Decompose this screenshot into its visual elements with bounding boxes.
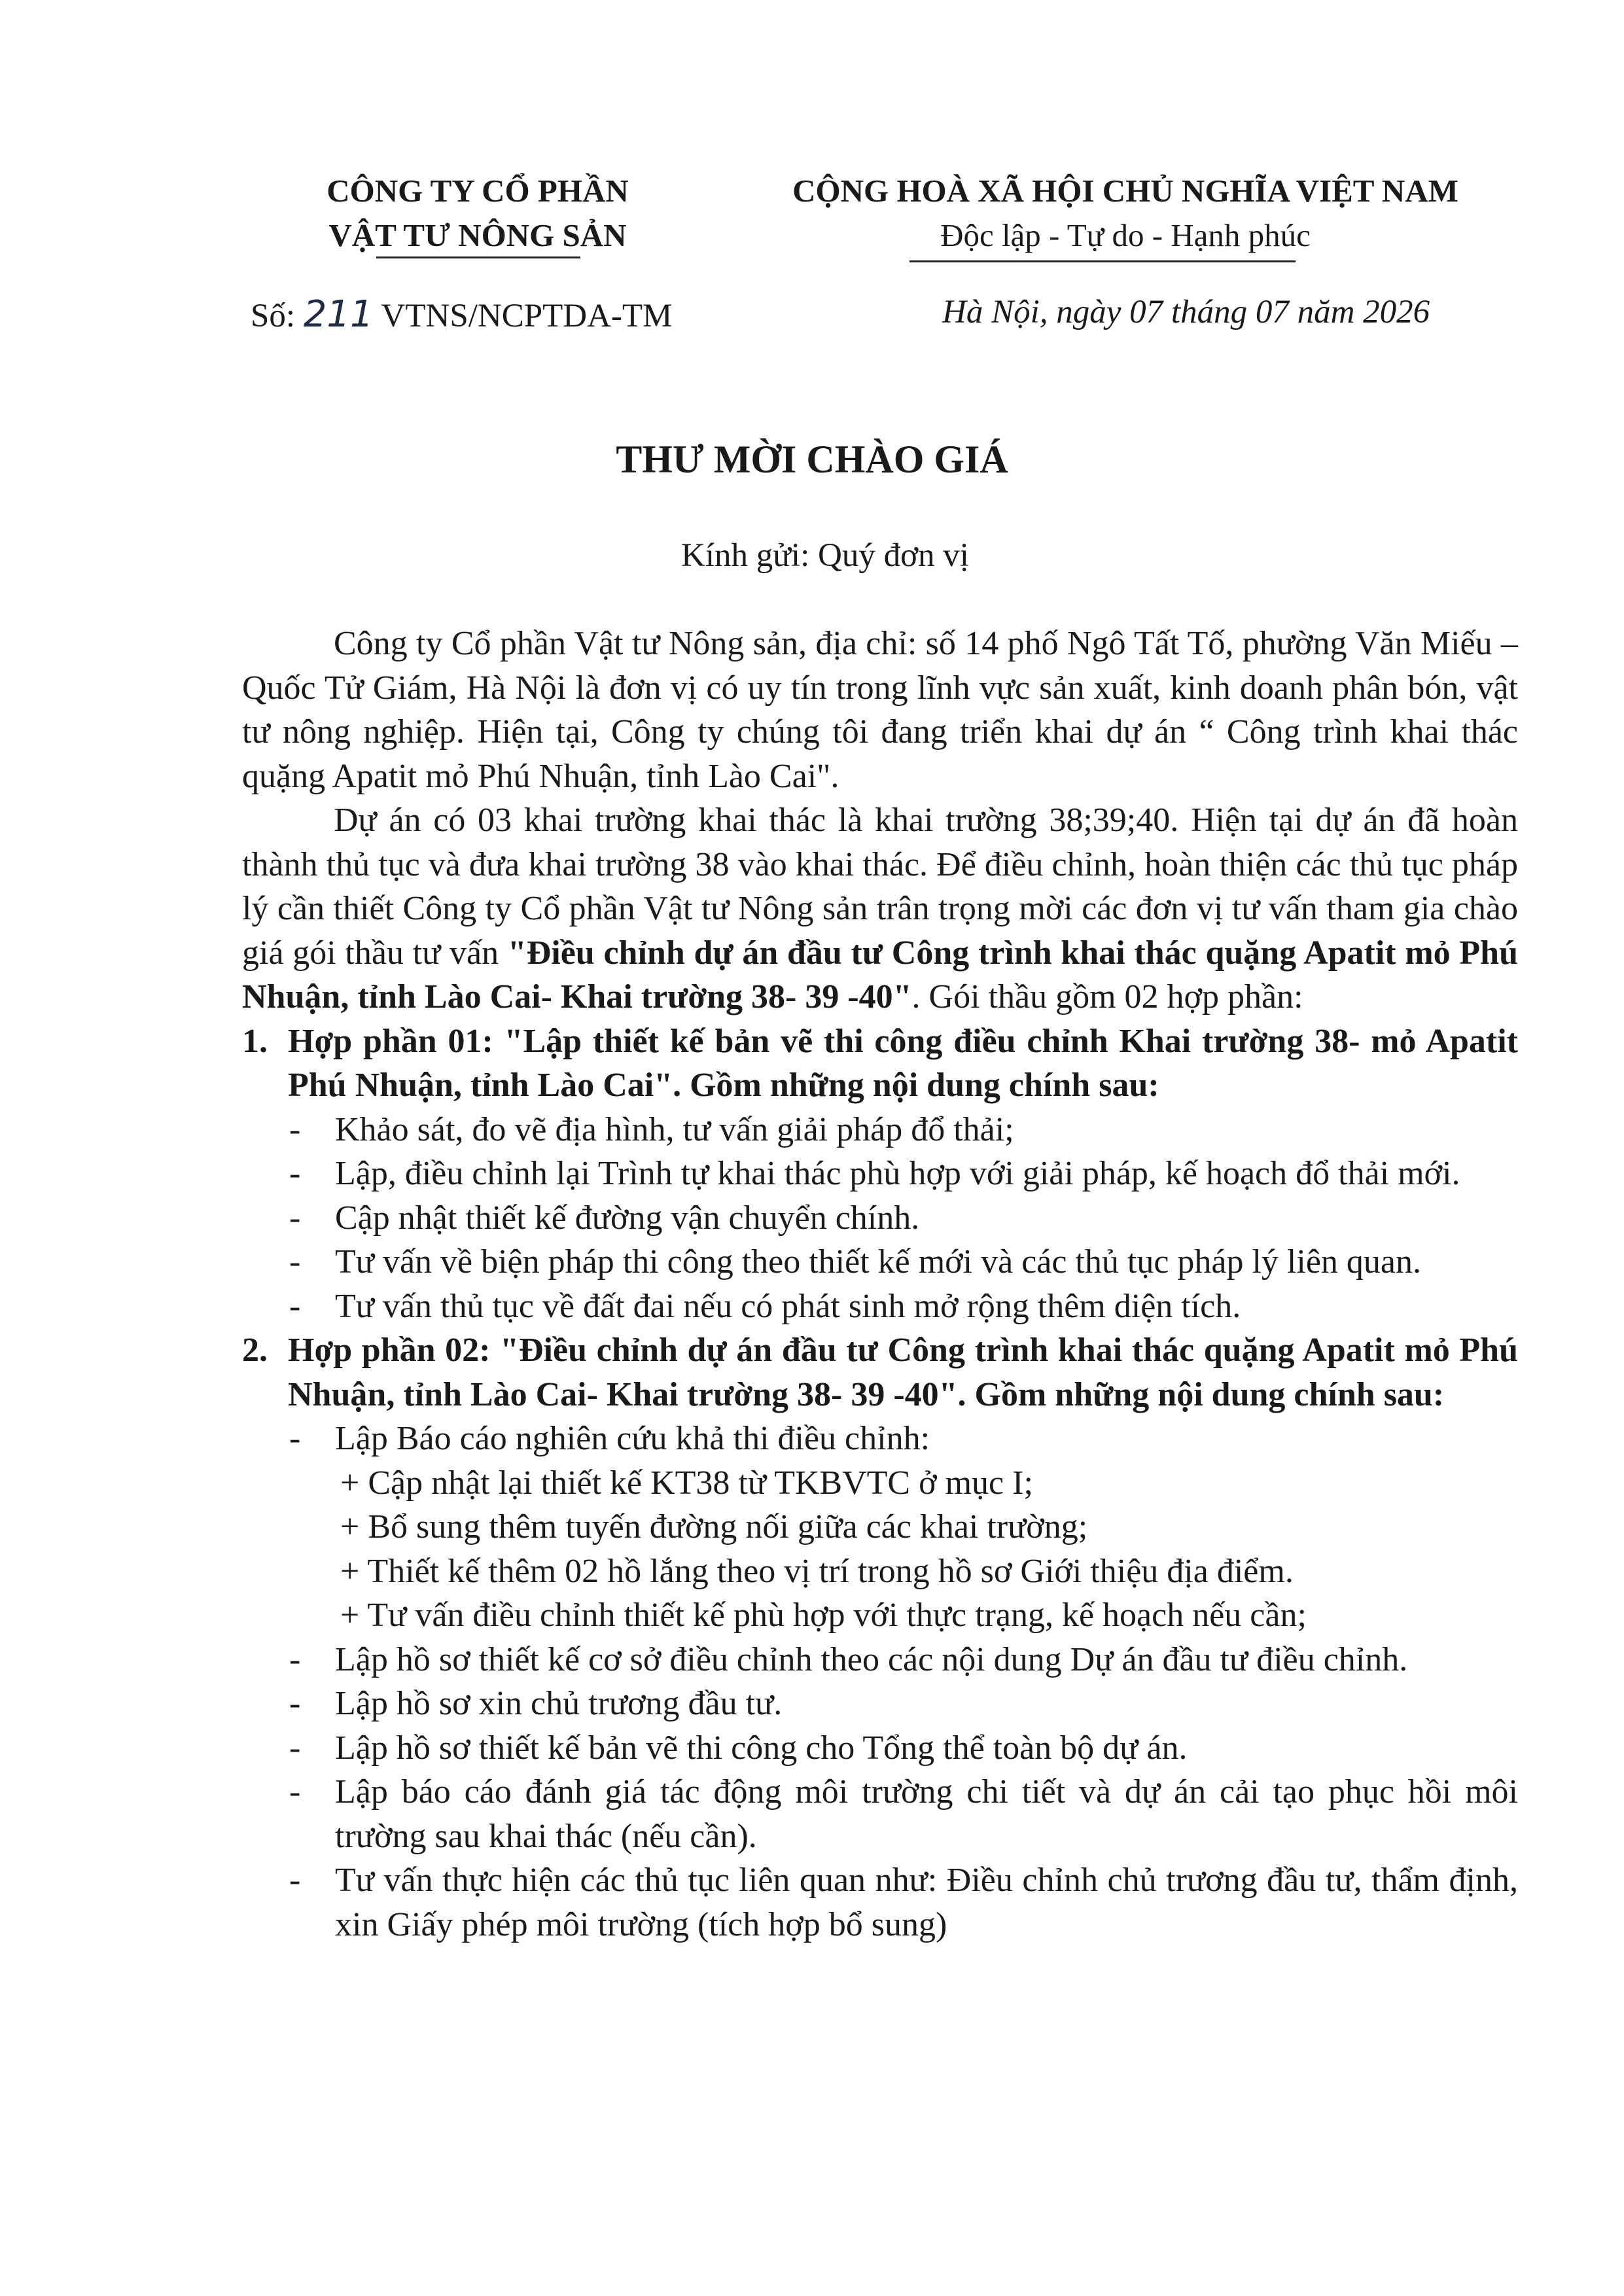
letter-body bbox=[242, 622, 1518, 1947]
page-title: THƯ MỜI CHÀO GIÁ bbox=[616, 438, 1008, 481]
salutation: Kính gửi: Quý đơn vị bbox=[681, 537, 969, 574]
package-name: "Điều chỉnh dự án đầu tư Công trình khai thác quặng Apatit mỏ Phú Nhuận, tỉnh Lào Cai- Khai trường 38- 39 -40" bbox=[242, 934, 1519, 1016]
sub-list-item: + Cập nhật lại thiết kế KT38 từ TKBVTC ở mục I; bbox=[340, 1464, 1033, 1502]
list-item: - Tư vấn thủ tục về đất đai nếu có phát sinh mở rộng thêm diện tích. bbox=[289, 1287, 1241, 1325]
list-item: - Cập nhật thiết kế đường vận chuyển chính. bbox=[289, 1199, 920, 1237]
list-item: - Lập Báo cáo nghiên cứu khả thi điều chỉnh: bbox=[289, 1420, 930, 1457]
section-number: 1. bbox=[242, 1022, 268, 1060]
section-title: Hợp phần 02: "Điều chỉnh dự án đầu tư Công trình khai thác quặng Apatit mỏ Phú Nhuận, tỉnh Lào Cai- Khai trường 38- 39 -40". Gồm những nội dung chính sau: bbox=[288, 1332, 1518, 1413]
list-item: - Lập hồ sơ xin chủ trương đầu tư. bbox=[289, 1685, 783, 1722]
issuer-block bbox=[236, 169, 720, 258]
list-item: - Tư vấn về biện pháp thi công theo thiết kế mới và các thủ tục pháp lý liên quan. bbox=[289, 1243, 1421, 1280]
country-name: CỘNG HOÀ XÃ HỘI CHỦ NGHĨA VIỆT NAM bbox=[792, 173, 1458, 209]
list-item: - Lập, điều chỉnh lại Trình tự khai thác phù hợp với giải pháp, kế hoạch đổ thải mới. bbox=[289, 1155, 1460, 1192]
issuer-underline bbox=[376, 256, 580, 258]
invitation-text: Dự án có 03 khai trường khai thác là khai trường 38;39;40. Hiện tại dự án đã hoàn thành thủ tục và đưa khai trường 38 vào khai thác. Để điều chỉnh, hoàn thiện các thủ tục pháp lý cần thiết Công ty Cổ phần Vật tư Nông sản trân trọng mời các đơn vị tư vấn tham gia chào giá gói thầu tư vấn bbox=[242, 802, 1518, 972]
section-1-heading bbox=[242, 1019, 1518, 1108]
country-motto: Độc lập - Tự do - Hạnh phúc bbox=[940, 217, 1311, 253]
sub-list-item: + Bổ sung thêm tuyến đường nối giữa các khai trường; bbox=[340, 1508, 1088, 1545]
section-title: Hợp phần 01: "Lập thiết kế bản vẽ thi công điều chỉnh Khai trường 38- mỏ Apatit Phú Nhuận, tỉnh Lào Cai". Gồm những nội dung chính sau: bbox=[288, 1022, 1518, 1104]
sub-list-item: + Thiết kế thêm 02 hồ lắng theo vị trí trong hồ sơ Giới thiệu địa điểm. bbox=[340, 1552, 1294, 1590]
company-name-line1: CÔNG TY CỔ PHẦN bbox=[327, 173, 629, 209]
number-suffix: VTNS/NCPTDA-TM bbox=[381, 298, 673, 334]
number-prefix: Số: bbox=[251, 298, 296, 334]
document-date: Hà Nội, ngày 07 tháng 07 năm 2026 bbox=[942, 294, 1430, 330]
company-name-line2: VẬT TƯ NÔNG SẢN bbox=[328, 217, 627, 253]
sub-list-item: + Tư vấn điều chỉnh thiết kế phù hợp với thực trạng, kế hoạch nếu cần; bbox=[340, 1597, 1307, 1634]
section-number: 2. bbox=[242, 1332, 268, 1369]
motto-underline bbox=[909, 260, 1296, 262]
invitation-paragraph bbox=[242, 798, 1518, 1019]
list-item: - Lập hồ sơ thiết kế cơ sở điều chỉnh theo các nội dung Dự án đầu tư điều chỉnh. bbox=[289, 1640, 1408, 1678]
list-item: - Tư vấn thực hiện các thủ tục liên quan như: Điều chỉnh chủ trương đầu tư, thẩm định, xin Giấy phép môi trường (tích hợp bổ sung) bbox=[289, 1862, 1518, 1943]
intro-paragraph: Công ty Cổ phần Vật tư Nông sản, địa chỉ: số 14 phố Ngô Tất Tố, phường Văn Miếu – Quốc Tử Giám, Hà Nội là đơn vị có uy tín trong lĩnh vực sản xuất, kinh doanh phân bón, vật tư nông nghiệp. Hiện tại, Công ty chúng tôi đang triển khai dự án “ Công trình khai thác quặng Apatit mỏ Phú Nhuận, tỉnh Lào Cai". bbox=[242, 625, 1518, 795]
invitation-tail: . Gói thầu gồm 02 hợp phần: bbox=[911, 978, 1303, 1016]
document-number bbox=[251, 293, 672, 336]
handwritten-number: 211 bbox=[303, 293, 374, 336]
section-2-heading bbox=[242, 1328, 1518, 1417]
list-item: - Lập hồ sơ thiết kế bản vẽ thi công cho Tổng thể toàn bộ dự án. bbox=[289, 1729, 1188, 1767]
list-item: - Lập báo cáo đánh giá tác động môi trường chi tiết và dự án cải tạo phục hồi môi trường sau khai thác (nếu cần). bbox=[289, 1773, 1518, 1855]
national-header bbox=[720, 169, 1531, 258]
list-item: - Khảo sát, đo vẽ địa hình, tư vấn giải pháp đổ thải; bbox=[289, 1110, 1014, 1148]
